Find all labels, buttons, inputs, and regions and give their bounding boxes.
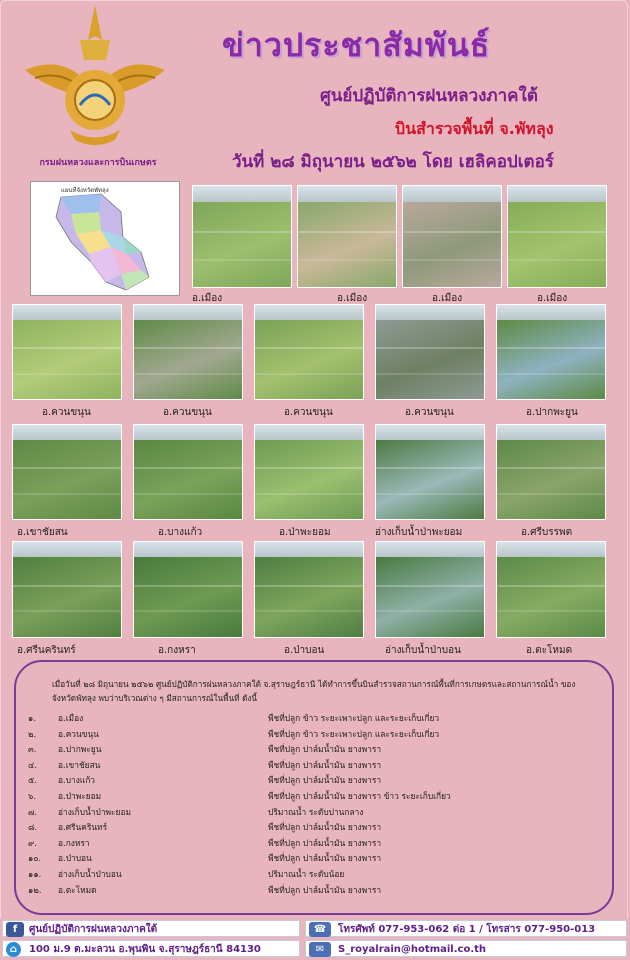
aerial-photo [375, 304, 485, 400]
aerial-photo [507, 185, 607, 288]
report-row [28, 773, 588, 787]
row-district: อ.ป่าบอน [58, 853, 92, 864]
address-info [2, 940, 300, 957]
center-name: ศูนย์ปฏิบัติการฝนหลวงภาคใต้ [320, 86, 538, 106]
row-district: อ.เขาชัยสน [58, 759, 101, 770]
row-number: ๔. [28, 759, 38, 770]
report-row [28, 727, 588, 741]
photo-caption: อ.ควนขนุน [163, 407, 212, 418]
report-intro: เมื่อวันที่ ๒๘ มิถุนายน ๒๕๖๒ ศูนย์ปฏิบัติการฝนหลวงภาคใต้ จ.สุราษฎร์ธานี ได้ทำการขึ้นบินสำรวจสถานการณ์พื้นที่การเกษตรและสถานการณ์น้ำ ของจังหวัดพัทลุง พบว่าบริเวณต่าง ๆ มีสถานการณ์ในพื้นที่ ดังนี้ [52, 679, 576, 703]
photo-caption: อ.ป่าพะยอม [279, 527, 331, 538]
row-number: ๑๑. [28, 869, 42, 879]
aerial-photo [12, 541, 122, 638]
royal-rain-emblem-icon [20, 0, 170, 155]
row-status: พืชที่ปลูก ปาล์มน้ำมัน ยางพารา [268, 837, 382, 848]
aerial-photo [402, 185, 502, 288]
facebook-icon: f [6, 922, 24, 937]
row-number: ๖. [28, 791, 36, 801]
mail-icon: ✉ [309, 942, 331, 957]
phone-text: โทรศัพท์ 077-953-062 ต่อ 1 / โทรสาร 077-950-013 [338, 924, 596, 935]
row-district: อ.เมือง [58, 713, 84, 723]
report-row [28, 867, 588, 881]
row-district: อ.บางแก้ว [58, 775, 95, 786]
row-number: ๑๐. [28, 853, 42, 864]
email-text: S_royalrain@hotmail.co.th [338, 944, 487, 955]
aerial-photo [12, 424, 122, 520]
aerial-photo [254, 541, 364, 638]
row-number: ๑๒. [28, 884, 42, 895]
row-status: ปริมาณน้ำ ระดับน้อย [268, 869, 345, 879]
photo-caption: อ.ตะโหมด [526, 645, 573, 656]
aerial-photo [133, 304, 243, 400]
report-row [28, 758, 588, 772]
report-row [28, 820, 588, 834]
row-district: อ่างเก็บน้ำป่าบอน [58, 869, 122, 879]
row-status: พืชที่ปลูก ปาล์มน้ำมัน ยางพารา [268, 822, 382, 833]
row-number: ๒. [28, 728, 37, 739]
phone-icon: ☎ [309, 922, 331, 937]
photo-caption: อ.ควนขนุน [405, 407, 454, 418]
photo-caption: อ่างเก็บน้ำป่าบอน [385, 645, 461, 656]
report-row [28, 711, 588, 725]
photo-caption: อ.ควนขนุน [42, 407, 91, 418]
photo-caption: อ.ศรีบรรพต [521, 527, 573, 538]
photo-caption: อ.บางแก้ว [158, 527, 203, 538]
row-status: พืชที่ปลูก ข้าว ระยะเพาะปลูก และระยะเก็บเกี่ยว [268, 728, 440, 739]
home-icon: ⌂ [6, 942, 21, 957]
row-district: อ.ควนขนุน [58, 728, 99, 739]
facebook-link[interactable] [2, 920, 300, 937]
row-district: อ.ศรีนครินทร์ [58, 822, 108, 833]
department-name: กรมฝนหลวงและการบินเกษตร [39, 158, 157, 168]
aerial-photo [375, 541, 485, 638]
row-number: ๘. [28, 822, 38, 833]
photo-caption: อ.ศรีนครินทร์ [17, 645, 76, 656]
photo-caption: อ.ควนขนุน [284, 407, 333, 418]
date-line: วันที่ ๒๘ มิถุนายน ๒๕๖๒ โดย เฮลิคอปเตอร์ [232, 152, 554, 172]
report-row [28, 742, 588, 756]
report-row [28, 883, 588, 897]
email-link[interactable] [305, 940, 627, 957]
survey-area: บินสำรวจพื้นที่ จ.พัทลุง [395, 119, 554, 138]
row-district: อ่างเก็บน้ำป่าพะยอม [58, 806, 131, 817]
photo-caption: อ.เมือง [192, 293, 223, 304]
row-number: ๗. [28, 806, 37, 817]
row-district: อ.ตะโหมด [58, 884, 97, 895]
row-status: พืชที่ปลูก ปาล์มน้ำมัน ยางพารา [268, 775, 382, 786]
row-number: ๓. [28, 744, 37, 755]
photo-caption: อ.เขาชัยสน [17, 527, 68, 538]
aerial-photo [496, 541, 606, 638]
report-row [28, 789, 588, 803]
address-text: 100 ม.9 ต.มะลวน อ.พุนพิน จ.สุราษฎร์ธานี 84130 [29, 944, 261, 955]
aerial-photo [375, 424, 485, 520]
map-title: แผนที่จังหวัดพัทลุง [61, 187, 109, 194]
aerial-photo [496, 424, 606, 520]
aerial-photo [254, 424, 364, 520]
photo-caption: อ.ปากพะยูน [526, 407, 578, 418]
aerial-photo [297, 185, 397, 288]
aerial-photo [133, 424, 243, 520]
photo-caption: อ่างเก็บน้ำป่าพะยอม [375, 527, 463, 538]
row-number: ๕. [28, 775, 38, 786]
page-title: ข่าวประชาสัมพันธ์ [222, 26, 491, 64]
row-status: พืชที่ปลูก ปาล์มน้ำมัน ยางพารา [268, 744, 382, 755]
report-row [28, 836, 588, 850]
facebook-label: ศูนย์ปฏิบัติการฝนหลวงภาคใต้ [29, 924, 158, 935]
aerial-photo [254, 304, 364, 400]
row-status: พืชที่ปลูก ข้าว ระยะเพาะปลูก และระยะเก็บเกี่ยว [268, 713, 440, 723]
row-district: อ.ปากพะยูน [58, 744, 102, 755]
phone-info [305, 920, 627, 937]
aerial-photo [496, 304, 606, 400]
district-map-icon [31, 182, 179, 295]
row-number: ๑. [28, 713, 36, 723]
report-row [28, 851, 588, 865]
row-status: พืชที่ปลูก ปาล์มน้ำมัน ยางพารา ข้าว ระยะเก็บเกี่ยว [268, 791, 451, 801]
photo-caption: อ.เมือง [432, 293, 463, 304]
row-status: พืชที่ปลูก ปาล์มน้ำมัน ยางพารา [268, 853, 382, 864]
aerial-photo [192, 185, 292, 288]
aerial-photo [133, 541, 243, 638]
province-map [30, 181, 180, 296]
photo-caption: อ.ป่าบอน [284, 645, 325, 656]
aerial-photo [12, 304, 122, 400]
photo-caption: อ.เมือง [537, 293, 568, 304]
footer [0, 918, 630, 960]
photo-caption: อ.เมือง [337, 293, 368, 304]
row-status: พืชที่ปลูก ปาล์มน้ำมัน ยางพารา [268, 759, 382, 770]
report-row [28, 805, 588, 819]
row-status: พืชที่ปลูก ปาล์มน้ำมัน ยางพารา [268, 884, 382, 895]
photo-caption: อ.กงหรา [158, 645, 196, 656]
row-district: อ.ป่าพะยอม [58, 791, 102, 801]
row-number: ๙. [28, 837, 37, 848]
row-district: อ.กงหรา [58, 837, 90, 848]
row-status: ปริมาณน้ำ ระดับปานกลาง [268, 806, 364, 817]
